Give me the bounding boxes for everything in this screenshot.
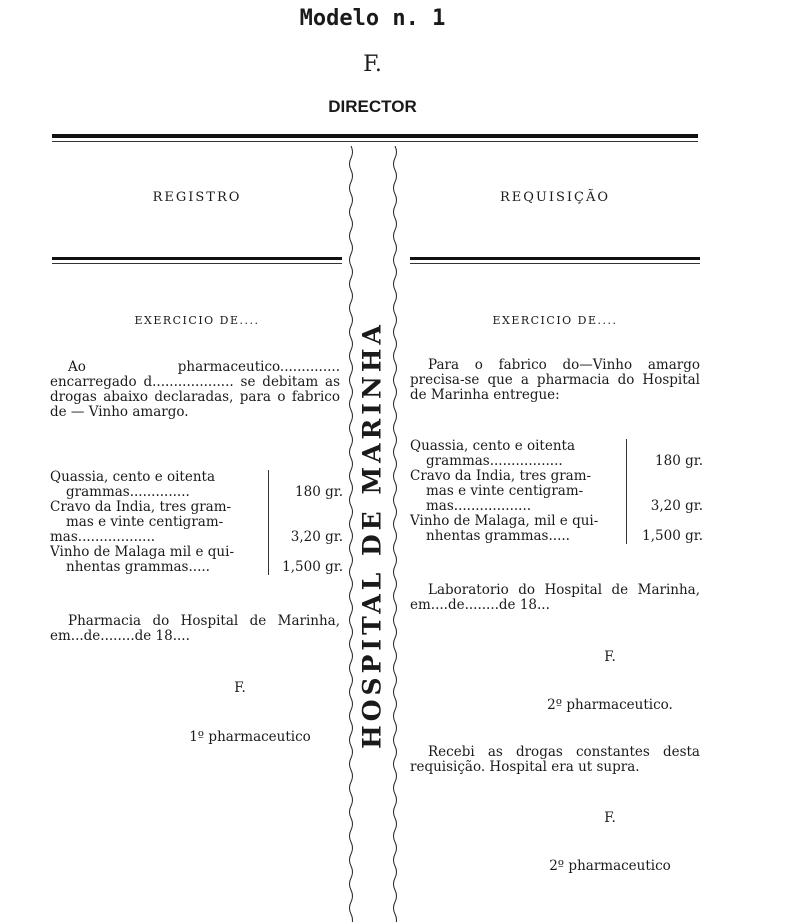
drug-name-cont: nhentas grammas..... bbox=[66, 559, 210, 575]
requisicao-signature-role: 2º pharmaceutico. bbox=[547, 697, 673, 713]
requisicao-intro: Para o fabrico do—Vinho amargo precisa-se que a pharmacia do Hospital de Marinha entregue: bbox=[410, 357, 700, 403]
registro-signature-initial: F. bbox=[234, 680, 246, 696]
drug-qty: 180 gr. bbox=[655, 453, 703, 469]
drug-qty: 3,20 gr. bbox=[290, 529, 343, 545]
drug-qty: 1,500 gr. bbox=[642, 528, 703, 544]
table-row bbox=[50, 500, 343, 545]
table-row bbox=[50, 545, 343, 575]
receipt-initial: F. bbox=[604, 810, 616, 826]
spine-label bbox=[350, 150, 394, 920]
drug-name: Cravo da India, tres gram- bbox=[50, 499, 232, 515]
table-row bbox=[410, 469, 703, 514]
drug-name-cont: mas.................. bbox=[50, 529, 156, 545]
drug-name-cont: mas e vinte centigram- bbox=[66, 514, 224, 530]
drug-name: Quassia, cento e oitenta bbox=[50, 469, 216, 485]
drug-qty: 180 gr. bbox=[295, 484, 343, 500]
drug-name: Vinho de Malaga mil e qui- bbox=[50, 544, 235, 560]
drug-qty: 1,500 gr. bbox=[282, 559, 343, 575]
form-title: Modelo n. 1 bbox=[299, 6, 446, 31]
drug-name-cont: nhentas grammas..... bbox=[426, 528, 570, 544]
registro-intro: Ao pharmaceutico.............. encarregado d................... se debitam as drogas abaixo declaradas, para o fabrico de — Vinho amargo. bbox=[50, 359, 340, 420]
header-initial: F. bbox=[363, 52, 382, 77]
table-row bbox=[410, 514, 703, 544]
requisicao-signature-initial: F. bbox=[604, 649, 616, 665]
requisicao-drug-table bbox=[410, 439, 703, 544]
top-double-rule bbox=[52, 134, 698, 142]
director-heading: DIRECTOR bbox=[328, 97, 417, 116]
table-row bbox=[50, 470, 343, 500]
requisicao-heading: REQUISIÇÃO bbox=[499, 190, 611, 205]
drug-name: Vinho de Malaga, mil e qui- bbox=[410, 513, 599, 529]
registro-heading: REGISTRO bbox=[152, 190, 242, 205]
drug-name-cont: grammas................. bbox=[426, 453, 563, 469]
drug-name-cont: grammas.............. bbox=[66, 484, 190, 500]
drug-name-cont: mas.................. bbox=[426, 498, 532, 514]
registro-drug-table bbox=[50, 470, 343, 575]
registro-closing: Pharmacia do Hospital de Marinha, em...de........de 18.... bbox=[50, 613, 340, 644]
drug-name: Cravo da India, tres gram- bbox=[410, 468, 592, 484]
receipt-role: 2º pharmaceutico bbox=[549, 858, 671, 874]
requisicao-receipt: Recebi as drogas constantes desta requisição. Hospital era ut supra. bbox=[410, 744, 700, 775]
registro-exercicio: EXERCICIO DE.... bbox=[134, 314, 260, 327]
drug-name-cont: mas e vinte centigram- bbox=[426, 483, 584, 499]
requisicao-rule bbox=[410, 257, 700, 264]
table-row bbox=[410, 439, 703, 469]
registro-signature-role: 1º pharmaceutico bbox=[189, 729, 311, 745]
drug-qty: 3,20 gr. bbox=[650, 498, 703, 514]
registro-rule bbox=[52, 257, 342, 264]
hospital-de-marinha-vertical: HOSPITAL DE MARINHA bbox=[357, 321, 387, 749]
requisicao-closing: Laboratorio do Hospital de Marinha, em....de........de 18... bbox=[410, 582, 700, 613]
drug-name: Quassia, cento e oitenta bbox=[410, 438, 576, 454]
requisicao-exercicio: EXERCICIO DE.... bbox=[492, 314, 618, 327]
